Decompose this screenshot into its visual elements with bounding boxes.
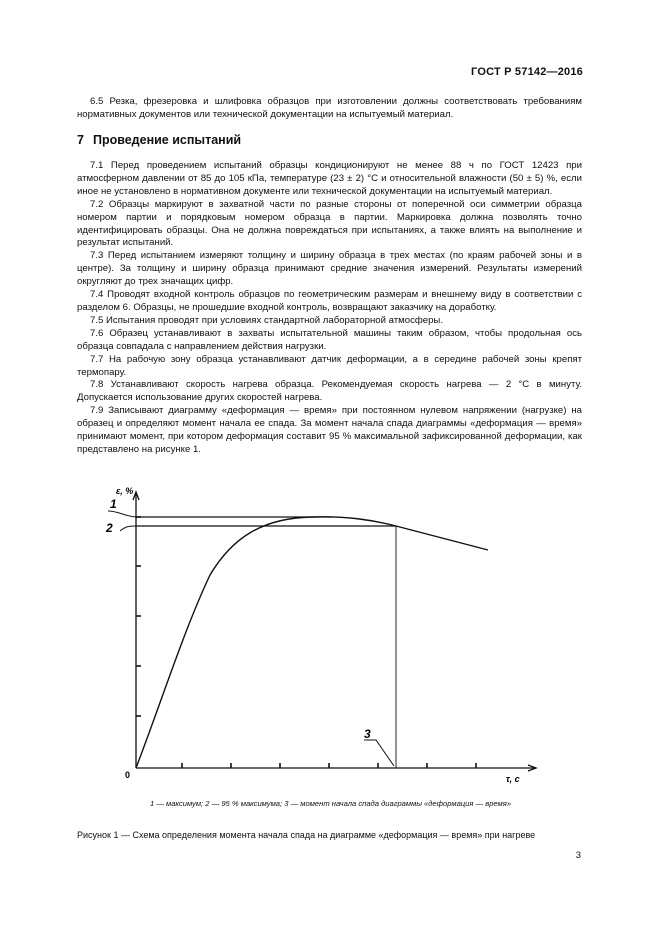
marker-3-label: 3 — [364, 727, 371, 741]
page-number: 3 — [575, 850, 581, 861]
section-number: 7 — [77, 133, 84, 147]
section-heading — [77, 133, 241, 147]
origin-label: 0 — [125, 770, 131, 780]
y-ticks — [136, 517, 141, 716]
figure-1 — [100, 480, 540, 790]
document-header: ГОСТ Р 57142—2016 — [471, 66, 583, 78]
paragraph-7-5: 7.5 Испытания проводят при условиях стандартной лабораторной атмосферы. — [90, 314, 443, 326]
section-title: Проведение испытаний — [92, 133, 242, 147]
marker-1-label: 1 — [110, 497, 117, 511]
marker-3-leader — [364, 740, 394, 766]
paragraph-7-7: 7.7 На рабочую зону образца устанавливают датчик деформации, а в середине рабочей зоны крепят термопару. — [77, 353, 582, 378]
section-body — [77, 160, 582, 457]
paragraph-6-5: 6.5 Резка, фрезеровка и шлифовка образцов при изготовлении должны соответствовать требованиям нормативных документов или технической документации на испытуемый материал. — [77, 96, 582, 120]
deformation-time-diagram — [100, 480, 540, 790]
x-axis-label: τ, с — [506, 774, 520, 784]
marker-2-leader — [120, 526, 136, 531]
paragraph-7-6: 7.6 Образец устанавливают в захваты испытательной машины таким образом, чтобы продольная ось образца совпадала с направлением действия нагрузки. — [77, 327, 582, 352]
paragraph-7-8: 7.8 Устанавливают скорость нагрева образца. Рекомендуемая скорость нагрева — 2 °С в минуту. Допускается использование других скоростей нагрева. — [77, 379, 582, 404]
paragraph-7-2: 7.2 Образцы маркируют в захватной части по разные стороны от поперечной оси симметрии образца номером партии и порядковым номером образца в партии. Маркировка должна позволять точно идентифицировать образцы. Она не должна повреждаться при испытаниях, а также влиять на выполнение и результат испытаний. — [77, 198, 582, 249]
figure-legend: 1 — максимум; 2 — 95 % максимума; 3 — момент начала спада диаграммы «деформация — время» — [149, 799, 512, 808]
paragraph-7-1: 7.1 Перед проведением испытаний образцы кондиционируют не менее 88 ч по ГОСТ 12423 при атмосферном давлении от 85 до 105 кПа, температуре (23 ± 2) °С и относительной влажности (50 ± 5) %, если иное не установлено в нормативном документе или технической документации на испытуемый материал. — [77, 160, 582, 197]
y-axis-label: ε, % — [116, 486, 134, 496]
x-ticks — [182, 763, 476, 768]
figure-caption: Рисунок 1 — Схема определения момента начала спада на диаграмме «деформация — время» при нагреве — [77, 830, 536, 840]
marker-2-label: 2 — [106, 521, 113, 535]
paragraph-7-4: 7.4 Проводят входной контроль образцов по геометрическим размерам и внешнему виду в соответствии с разделом 6. Образцы, не прошедшие входной контроль, возвращают заказчику на доработку. — [77, 289, 582, 313]
paragraph-7-9: 7.9 Записывают диаграмму «деформация — время» при постоянном нулевом напряжении (нагрузке) на образец и определяют момент начала ее спада. За момент начала спада диаграммы «деформация — время» принимают момент, при котором деформация составит 95 % максимальной зафиксированной деформации, как представлено на рисунке 1. — [77, 405, 582, 455]
marker-1-leader — [108, 511, 136, 517]
deformation-curve — [136, 517, 488, 768]
intro-text — [77, 96, 582, 122]
paragraph-7-3: 7.3 Перед испытанием измеряют толщину и ширину образца в трех местах (по краям рабочей зоны и в центре). За толщину и ширину образца принимают средние значения измерений. Результаты измерений округляют до трех значащих цифр. — [77, 250, 582, 288]
